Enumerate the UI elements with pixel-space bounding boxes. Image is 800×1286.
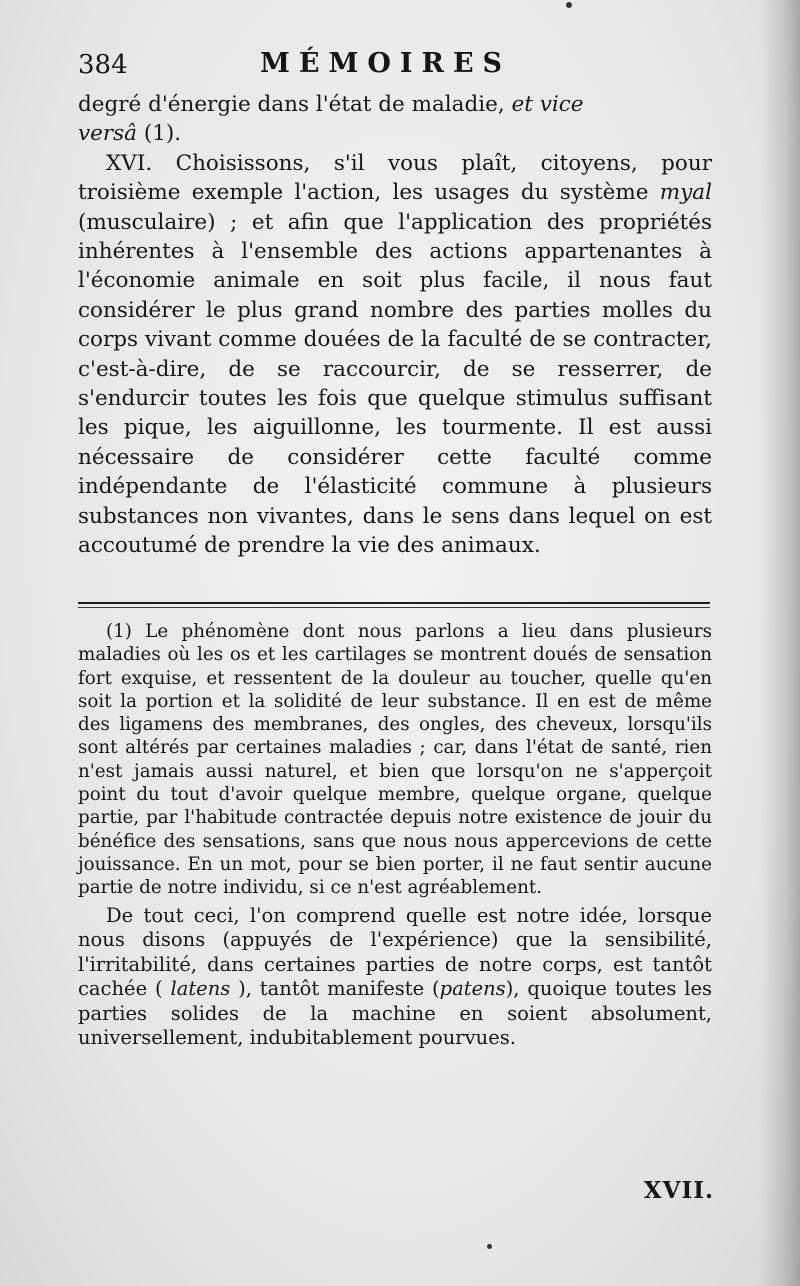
section-text-b: (musculaire) ; et afin que l'application des propriétés inhérentes à l'ensemble des actions appartenantes à l'économie animale en soit plus facile, il nous faut considérer le plus grand nombre des parties molles du corps vivant comme douées de la faculté de se contracter, c'est-à-dire, de se raccourcir, de se resserrer, de s'endurcir toutes les fois que quelque stimulus suffisant les pique, les aiguillonne, les tourmente. Il est aussi nécessaire de considérer cette faculté comme indépendante de l'élasticité commune à plusieurs substances non vivantes, dans le sens dans lequel on est accoutumé de prendre la vie des animaux. [78,209,712,559]
page-number: 384 [78,50,128,80]
versa-italic: versâ [78,121,137,147]
main-text [78,90,712,561]
continuation-paragraph [78,90,712,149]
continuation-text: degré d'énergie dans l'état de maladie, [78,92,505,117]
footnote-marker: (1) [106,621,132,642]
page-edge-shadow [760,0,800,1286]
footnote-paragraph-2 [78,904,712,1051]
footnote-para2-c: ), quoique toutes les parties solides de la machine en soient absolument, universellement, indubitablement pourvues. [78,977,712,1050]
continuation-italic: et vice [504,92,584,117]
running-title: MÉMOIRES [260,48,512,79]
footnote [78,620,712,1051]
footnote-patens: patens [439,977,506,1001]
footnote-text: Le phénomène dont nous parlons a lieu dans plusieurs maladies où les os et les cartilages se montrent doués de sensation fort exquise, et ressentent de la douleur au toucher, quelle qu'en soit la portion et la solidité de leur substance. Il en est de même des ligamens des membranes, des ongles, des cheveux, lorsqu'ils sont altérés par certaines maladies ; car, dans l'état de santé, rien n'est jamais aussi naturel, et bien que lorsqu'on ne s'apperçoit point du tout d'avoir quelque membre, quelque organe, quelque partie, par l'habitude contractée depuis notre existence de jouir du bénéfice des sensations, sans que nous nous appercevions de cette jouissance. En un mot, pour se bien porter, il ne faut sentir aucune partie de notre individu, si ce n'est agréablement. [78,621,712,899]
page-header [78,46,718,86]
ink-speck [487,1244,492,1249]
footnote-latens: latens [170,977,231,1001]
section-text-italic: myal [659,180,712,206]
footnote-rule-thin [78,607,710,608]
section-text-a: Choisissons, s'il vous plaît, citoyens, pour troisième exemple l'action, les usages du système [78,150,712,206]
catchword: XVII. [643,1177,714,1204]
footnote-paragraph [78,620,712,900]
ink-speck [566,2,572,8]
section-number: XVI. [106,150,153,176]
footnote-reference: (1). [137,121,182,147]
footnote-rule [78,602,710,604]
footnote-para2-a: De tout ceci, l'on comprend quelle est notre idée, lorsque nous disons (appuyés de l'expérience) que la sensibilité, l'irritabilité, dans certaines parties de notre corps, est tantôt cachée ( [78,903,712,1001]
footnote-para2-b: ), tantôt manifeste ( [230,977,440,1001]
section-paragraph [78,149,712,561]
